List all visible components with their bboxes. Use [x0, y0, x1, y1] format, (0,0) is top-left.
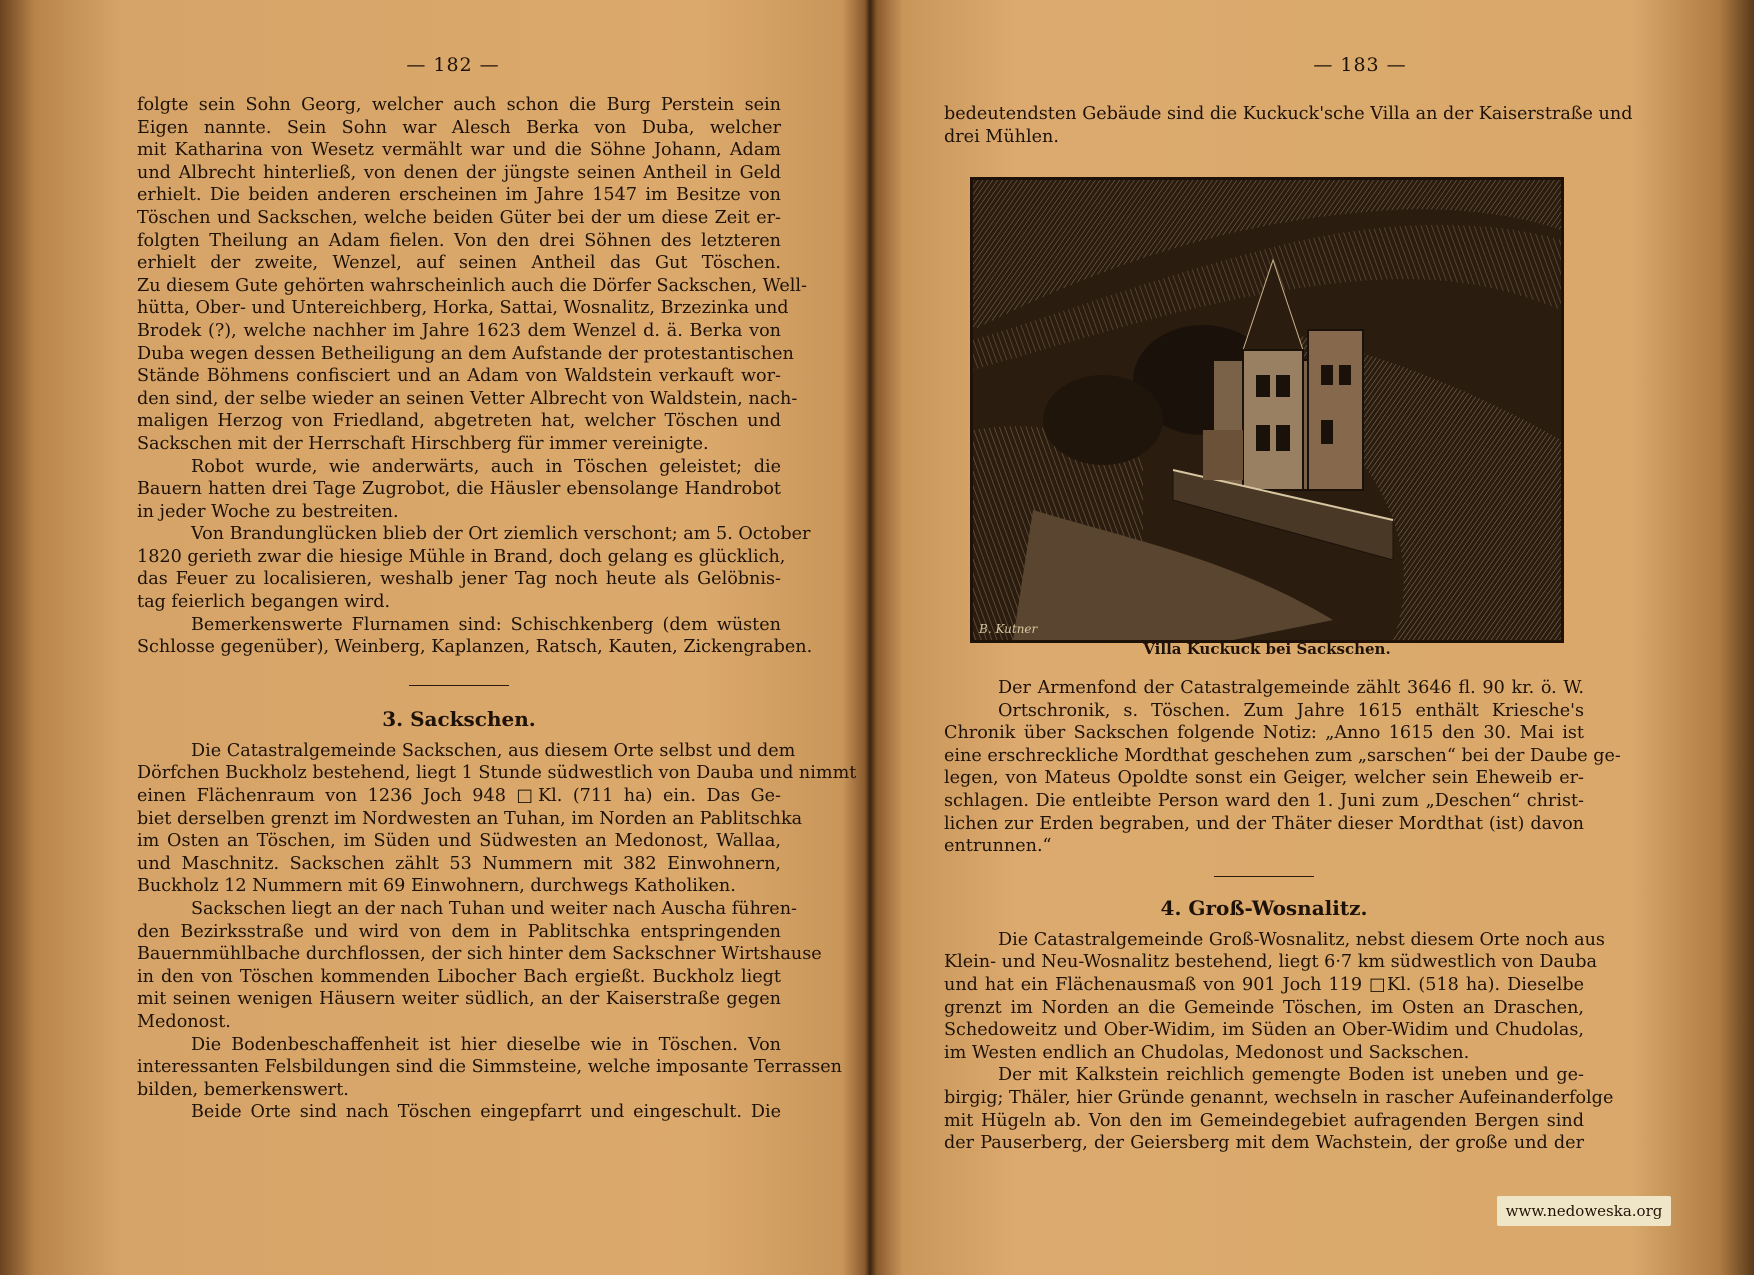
artist-signature: B. Kutner	[979, 622, 1038, 636]
text-line: Die Catastralgemeinde Groß-Wosnalitz, nebst diesem Orte noch aus	[998, 929, 1605, 950]
text-line: und hat ein Flächenausmaß von 901 Joch 119 □Kl. (518 ha). Dieselbe	[944, 974, 1584, 995]
text-line: legen, von Mateus Opoldte sonst ein Geiger, welcher sein Eheweib er-	[944, 768, 1584, 789]
text-line: birgig; Thäler, hier Gründe genannt, wechseln in rascher Aufeinanderfolge	[944, 1087, 1614, 1108]
text-line: Eigen nannte. Sein Sohn war Alesch Berka von Duba, welcher	[137, 117, 781, 138]
section-heading-gross-wosnalitz: 4. Groß-Wosnalitz.	[1160, 895, 1368, 920]
right-text-middle	[944, 677, 1621, 1155]
right-text-top	[944, 103, 1633, 148]
text-line: Bauern hatten drei Tage Zugrobot, die Häusler ebensolange Handrobot	[137, 479, 781, 500]
text-line: Töschen und Sackschen, welche beiden Güter bei der um diese Zeit er-	[137, 207, 781, 228]
page-number-left: — 182 —	[406, 54, 500, 76]
text-line: mit Hügeln ab. Von den im Gemeindegebiet aufragenden Bergen sind	[944, 1110, 1584, 1131]
text-line: entrunnen.“	[944, 836, 1052, 857]
text-line: im Westen endlich an Chudolas, Medonost und Sackschen.	[944, 1042, 1470, 1063]
text-line: tag feierlich begangen wird.	[137, 592, 391, 613]
text-line: Dörfchen Buckholz bestehend, liegt 1 Stunde südwestlich von Dauba und nimmt	[137, 763, 857, 784]
text-line: drei Mühlen.	[944, 126, 1059, 147]
text-line: Der Armenfond der Catastralgemeinde zählt 3646 fl. 90 kr. ö. W.	[998, 678, 1584, 698]
text-line: lichen zur Erden begraben, und der Thäter dieser Mordthat (ist) davon	[944, 813, 1584, 834]
text-line: mit Katharina von Wesetz vermählt war und die Söhne Johann, Adam	[137, 140, 781, 161]
text-line: im Osten an Töschen, im Süden und Südwesten an Medonost, Wallaa,	[137, 831, 781, 852]
text-line: das Feuer zu localisieren, weshalb jener Tag noch heute als Gelöbnis-	[137, 569, 781, 590]
text-line: in den von Töschen kommenden Libocher Bach ergießt. Buckholz liegt	[137, 966, 781, 987]
text-line: eine erschreckliche Mordthat geschehen zum „sarschen“ bei der Daube ge-	[944, 745, 1621, 766]
text-line: und Maschnitz. Sackschen zählt 53 Nummern mit 382 Einwohnern,	[137, 853, 781, 874]
text-line: 1820 gerieth zwar die hiesige Mühle in Brand, doch gelang es glücklich,	[137, 546, 786, 567]
engraving-illustration	[973, 180, 1561, 640]
text-line: Buckholz 12 Nummern mit 69 Einwohnern, durchwegs Katholiken.	[137, 876, 736, 897]
villa-kuckuck-engraving	[970, 177, 1564, 643]
text-line: Schedoweitz und Ober-Widim, im Süden an Ober-Widim und Chudolas,	[944, 1020, 1584, 1041]
text-line: Medonost.	[137, 1011, 231, 1032]
section-heading-sackschen: 3. Sackschen.	[382, 706, 536, 731]
text-line: mit seinen wenigen Häusern weiter südlich, an der Kaiserstraße gegen	[137, 989, 781, 1010]
text-line: bilden, bemerkenswert.	[137, 1079, 349, 1100]
text-line: der Pauserberg, der Geiersberg mit dem Wachstein, der große und der	[944, 1133, 1584, 1154]
text-line: Bauernmühlbache durchflossen, der sich hinter dem Sackschner Wirtshause	[137, 944, 822, 965]
text-line: Chronik über Sackschen folgende Notiz: „Anno 1615 den 30. Mai ist	[944, 723, 1584, 744]
left-text-column	[137, 94, 857, 1124]
text-line: Bemerkenswerte Flurnamen sind: Schischkenberg (dem wüsten	[191, 614, 781, 635]
text-line: Sackschen liegt an der nach Tuhan und weiter nach Auscha führen-	[191, 899, 797, 919]
text-line: bedeutendsten Gebäude sind die Kuckuck'sche Villa an der Kaiserstraße und	[944, 104, 1633, 124]
text-line: Ortschronik, s. Töschen. Zum Jahre 1615 enthält Kriesche's	[998, 700, 1584, 721]
text-line: grenzt im Norden an die Gemeinde Töschen, im Osten an Draschen,	[944, 997, 1584, 1018]
text-line: maligen Herzog von Friedland, abgetreten hat, welcher Töschen und	[137, 411, 781, 432]
text-line: Stände Böhmens confisciert und an Adam von Waldstein verkauft wor-	[137, 366, 781, 387]
text-line: den sind, der selbe wieder an seinen Vetter Albrecht von Waldstein, nach-	[137, 388, 798, 409]
text-line: erhielt der zweite, Wenzel, auf seinen Antheil das Gut Töschen.	[137, 253, 781, 274]
text-line: und Albrecht hinterließ, von denen der jüngste seinen Antheil in Geld	[137, 162, 781, 183]
text-line: in jeder Woche zu bestreiten.	[137, 501, 399, 522]
text-line: erhielt. Die beiden anderen erscheinen im Jahre 1547 im Besitze von	[137, 185, 781, 206]
text-line: folgten Theilung an Adam fielen. Von den drei Söhnen des letzteren	[137, 230, 781, 251]
text-line: schlagen. Die entleibte Person ward den 1. Juni zum „Deschen“ christ-	[944, 790, 1584, 811]
text-line: Die Catastralgemeinde Sackschen, aus diesem Orte selbst und dem	[191, 740, 796, 761]
text-line: den Bezirksstraße und wird von dem in Pablitschka entspringenden	[137, 921, 781, 942]
text-line: Beide Orte sind nach Töschen eingepfarrt und eingeschult. Die	[191, 1102, 781, 1123]
text-line: Sackschen mit der Herrschaft Hirschberg für immer vereinigte.	[137, 433, 709, 454]
text-line: Die Bodenbeschaffenheit ist hier dieselbe wie in Töschen. Von	[191, 1034, 781, 1055]
text-line: biet derselben grenzt im Nordwesten an Tuhan, im Norden an Pablitschka	[137, 808, 803, 829]
text-line: Duba wegen dessen Betheiligung an dem Aufstande der protestantischen	[137, 343, 794, 364]
page-number-right: — 183 —	[1313, 54, 1407, 76]
website-watermark: www.nedoweska.org	[1497, 1196, 1671, 1226]
text-line: einen Flächenraum von 1236 Joch 948 □Kl. (711 ha) ein. Das Ge-	[137, 786, 781, 807]
figure-caption: Villa Kuckuck bei Sackschen.	[1143, 640, 1391, 658]
text-line: Von Brandunglücken blieb der Ort ziemlich verschont; am 5. October	[191, 524, 811, 545]
text-line: Der mit Kalkstein reichlich gemengte Boden ist uneben und ge-	[998, 1065, 1584, 1086]
text-line: Brodek (?), welche nachher im Jahre 1623 dem Wenzel d. ä. Berka von	[137, 320, 781, 341]
text-line: Zu diesem Gute gehörten wahrscheinlich auch die Dörfer Sackschen, Well-	[137, 275, 807, 296]
text-line: Robot wurde, wie anderwärts, auch in Töschen geleistet; die	[191, 456, 781, 477]
text-line: Schlosse gegenüber), Weinberg, Kaplanzen, Ratsch, Kauten, Zickengraben.	[137, 637, 813, 658]
text-line: hütta, Ober- und Untereichberg, Horka, Sattai, Wosnalitz, Brzezinka und	[137, 298, 789, 319]
text-line: interessanten Felsbildungen sind die Simmsteine, welche imposante Terrassen	[137, 1057, 843, 1078]
text-line: folgte sein Sohn Georg, welcher auch schon die Burg Perstein sein	[137, 95, 781, 115]
text-line: Klein- und Neu-Wosnalitz bestehend, liegt 6·7 km südwestlich von Dauba	[944, 952, 1597, 973]
